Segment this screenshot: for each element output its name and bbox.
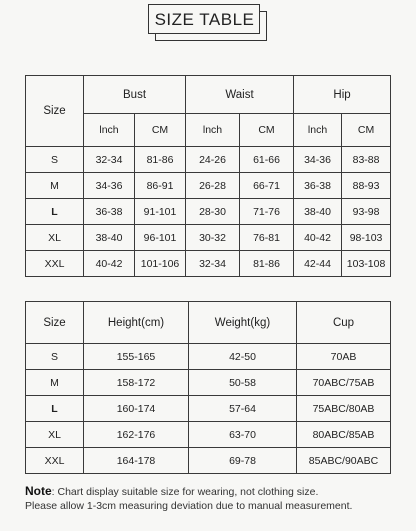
table-header-row (26, 302, 391, 344)
table-row (26, 344, 391, 370)
page-title: SIZE TABLE (154, 9, 255, 29)
table-row (26, 448, 391, 474)
table-cell: 70AB (297, 344, 391, 370)
footnote-line-2: Please allow 1-3cm measuring deviation due to manual measurement. (25, 500, 353, 512)
table-cell: 88-93 (342, 173, 391, 199)
table-cell: 66-71 (240, 173, 294, 199)
unit-header: lnch (84, 114, 135, 147)
table-row (26, 251, 391, 277)
table-cell: 36-38 (84, 199, 135, 225)
table-cell: 93-98 (342, 199, 391, 225)
table-cell: 96-101 (135, 225, 186, 251)
table-cell: 70ABC/75AB (297, 370, 391, 396)
table-row (26, 396, 391, 422)
table-cell: 80ABC/85AB (297, 422, 391, 448)
table-cell: 32-34 (186, 251, 240, 277)
unit-header: lnch (294, 114, 342, 147)
weight-header: Weight(kg) (189, 302, 297, 344)
title-badge (148, 4, 266, 40)
table-cell: 158-172 (84, 370, 189, 396)
size-cell: S (26, 147, 84, 173)
table-cell: 38-40 (84, 225, 135, 251)
table-cell: 75ABC/80AB (297, 396, 391, 422)
table-cell: 30-32 (186, 225, 240, 251)
table-cell: 40-42 (294, 225, 342, 251)
table-row (26, 173, 391, 199)
table-cell: 81-86 (135, 147, 186, 173)
size-column-header: Size (26, 76, 84, 147)
body-size-table (25, 301, 391, 474)
size-cell: L (26, 396, 84, 422)
note-label: Note (25, 484, 52, 498)
table-header-row (26, 76, 391, 114)
table-cell: 69-78 (189, 448, 297, 474)
table-cell: 85ABC/90ABC (297, 448, 391, 474)
table-cell: 34-36 (84, 173, 135, 199)
table-cell: 162-176 (84, 422, 189, 448)
bust-header: Bust (84, 76, 186, 114)
size-cell: XL (26, 225, 84, 251)
footnote (25, 484, 405, 513)
table-cell: 57-64 (189, 396, 297, 422)
size-cell: L (26, 199, 84, 225)
table-cell: 38-40 (294, 199, 342, 225)
table-cell: 76-81 (240, 225, 294, 251)
table-cell: 160-174 (84, 396, 189, 422)
table-cell: 61-66 (240, 147, 294, 173)
table-cell: 91-101 (135, 199, 186, 225)
table-cell: 24-26 (186, 147, 240, 173)
table-cell: 28-30 (186, 199, 240, 225)
table-cell: 34-36 (294, 147, 342, 173)
footnote-line-1 (25, 484, 405, 499)
table-cell: 36-38 (294, 173, 342, 199)
size-cell: M (26, 370, 84, 396)
table-cell: 71-76 (240, 199, 294, 225)
size-cell: S (26, 344, 84, 370)
height-header: Height(cm) (84, 302, 189, 344)
measurements-table (25, 75, 391, 277)
hip-header: Hip (294, 76, 391, 114)
table-cell: 101-106 (135, 251, 186, 277)
table-cell: 63-70 (189, 422, 297, 448)
table-cell: 42-44 (294, 251, 342, 277)
table-row (26, 147, 391, 173)
unit-header: CM (240, 114, 294, 147)
waist-header: Waist (186, 76, 294, 114)
table-cell: 86-91 (135, 173, 186, 199)
note-text: : Chart display suitable size for wearing, not clothing size. (51, 486, 319, 498)
table-cell: 42-50 (189, 344, 297, 370)
table-cell: 32-34 (84, 147, 135, 173)
table-cell: 164-178 (84, 448, 189, 474)
cup-header: Cup (297, 302, 391, 344)
table-cell: 155-165 (84, 344, 189, 370)
table-cell: 81-86 (240, 251, 294, 277)
unit-header: lnch (186, 114, 240, 147)
size-column-header: Size (26, 302, 84, 344)
unit-header: CM (342, 114, 391, 147)
table-cell: 26-28 (186, 173, 240, 199)
table-cell: 103-108 (342, 251, 391, 277)
size-cell: XXL (26, 448, 84, 474)
table-row (26, 199, 391, 225)
table-row (26, 370, 391, 396)
size-cell: XXL (26, 251, 84, 277)
table-cell: 50-58 (189, 370, 297, 396)
table-row (26, 225, 391, 251)
table-cell: 40-42 (84, 251, 135, 277)
size-cell: M (26, 173, 84, 199)
table-row (26, 422, 391, 448)
size-cell: XL (26, 422, 84, 448)
table-cell: 98-103 (342, 225, 391, 251)
table-cell: 83-88 (342, 147, 391, 173)
unit-header: CM (135, 114, 186, 147)
